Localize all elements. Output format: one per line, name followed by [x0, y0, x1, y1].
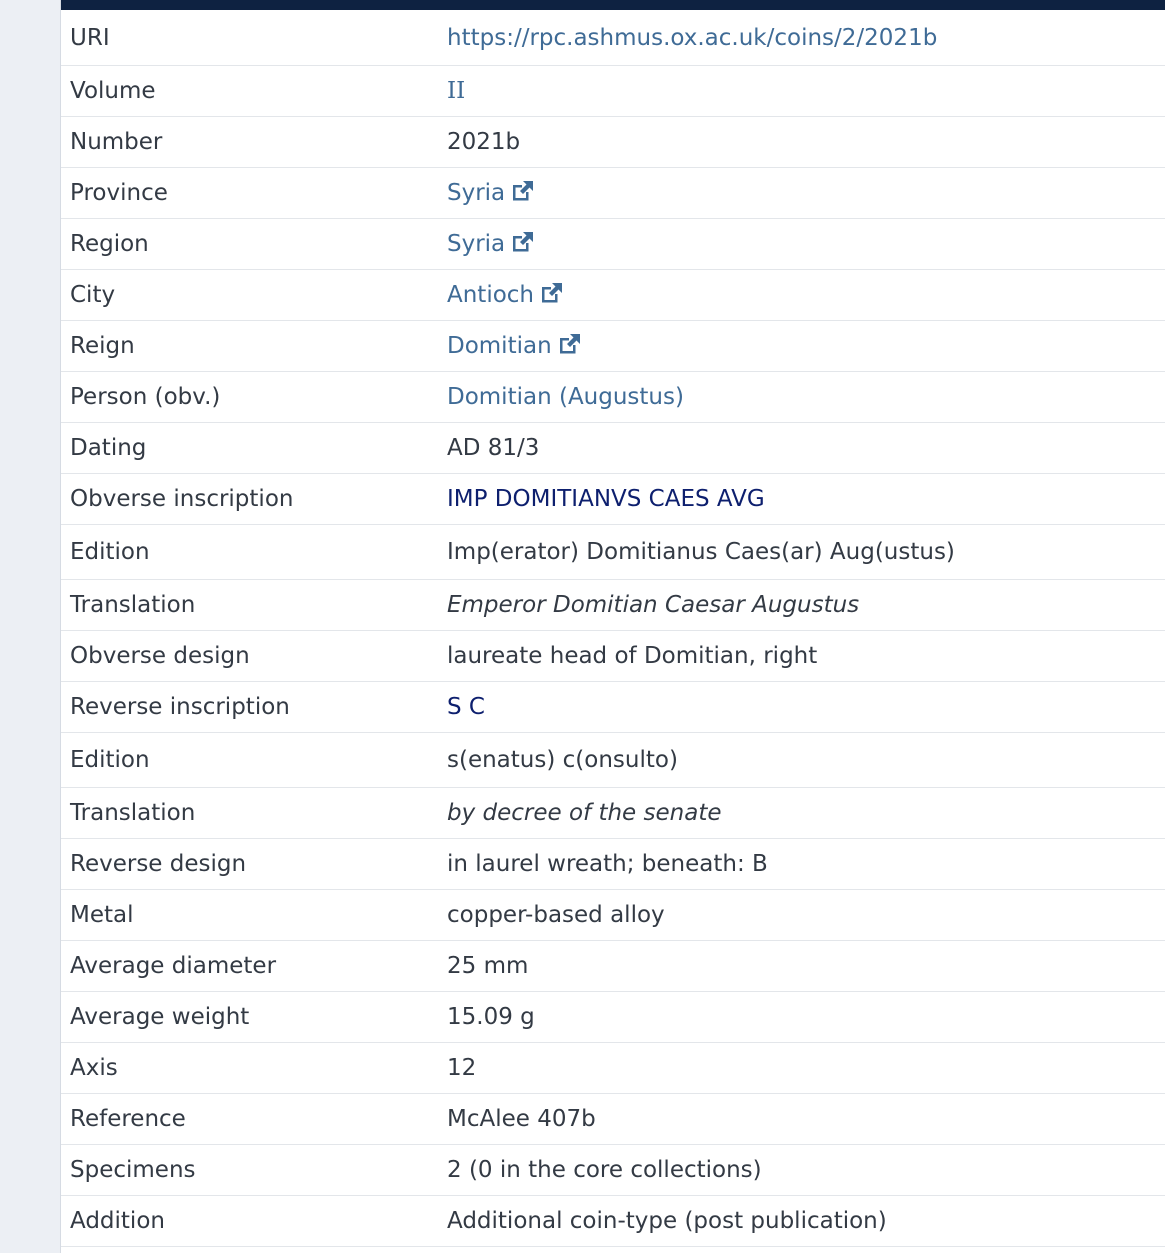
- coin-details-panel: [60, 0, 1165, 1253]
- row-label: Number: [61, 117, 438, 168]
- row-obverse-edition: [61, 525, 1165, 580]
- row-label: Translation: [61, 788, 438, 839]
- coin-details-table: [61, 10, 1165, 1247]
- row-obverse-design: [61, 631, 1165, 682]
- external-link-icon[interactable]: [558, 333, 582, 355]
- volume-link[interactable]: II: [447, 78, 466, 104]
- row-value: [438, 66, 1165, 117]
- external-link-icon[interactable]: [540, 282, 564, 304]
- row-number: [61, 117, 1165, 168]
- row-value: s(enatus) c(onsulto): [438, 733, 1165, 788]
- reverse-legend: S C: [447, 694, 485, 720]
- row-label: Person (obv.): [61, 372, 438, 423]
- row-value: 2 (0 in the core collections): [438, 1145, 1165, 1196]
- row-label: Average diameter: [61, 941, 438, 992]
- row-value: 2021b: [438, 117, 1165, 168]
- row-label: Addition: [61, 1196, 438, 1247]
- row-label: Edition: [61, 525, 438, 580]
- row-value: [438, 219, 1165, 270]
- row-label: Province: [61, 168, 438, 219]
- row-value: [438, 270, 1165, 321]
- obverse-legend: IMP DOMITIANVS CAES AVG: [447, 486, 765, 512]
- person-link[interactable]: Domitian (Augustus): [447, 384, 684, 410]
- row-label: Reverse inscription: [61, 682, 438, 733]
- row-label: Obverse design: [61, 631, 438, 682]
- row-value: Imp(erator) Domitianus Caes(ar) Aug(ustus): [438, 525, 1165, 580]
- row-value: [438, 10, 1165, 66]
- row-value: Emperor Domitian Caesar Augustus: [438, 580, 1165, 631]
- row-addition: [61, 1196, 1165, 1247]
- row-label: Obverse inscription: [61, 474, 438, 525]
- row-reverse-edition: [61, 733, 1165, 788]
- reign-link[interactable]: Domitian: [447, 333, 552, 359]
- row-obverse-inscription: [61, 474, 1165, 525]
- region-link[interactable]: Syria: [447, 231, 506, 257]
- row-city: [61, 270, 1165, 321]
- row-axis: [61, 1043, 1165, 1094]
- external-link-icon[interactable]: [511, 231, 535, 253]
- row-value: 15.09 g: [438, 992, 1165, 1043]
- row-label: Average weight: [61, 992, 438, 1043]
- row-value: McAlee 407b: [438, 1094, 1165, 1145]
- row-label: URI: [61, 10, 438, 66]
- row-uri: [61, 10, 1165, 66]
- row-label: Reference: [61, 1094, 438, 1145]
- row-value: 25 mm: [438, 941, 1165, 992]
- row-reverse-design: [61, 839, 1165, 890]
- row-average-diameter: [61, 941, 1165, 992]
- row-obverse-translation: [61, 580, 1165, 631]
- row-label: Volume: [61, 66, 438, 117]
- row-value: laureate head of Domitian, right: [438, 631, 1165, 682]
- row-volume: [61, 66, 1165, 117]
- row-reign: [61, 321, 1165, 372]
- row-label: Translation: [61, 580, 438, 631]
- row-value: [438, 682, 1165, 733]
- row-label: Reverse design: [61, 839, 438, 890]
- row-province: [61, 168, 1165, 219]
- city-link[interactable]: Antioch: [447, 282, 535, 308]
- row-value: 12: [438, 1043, 1165, 1094]
- row-reverse-translation: [61, 788, 1165, 839]
- row-label: City: [61, 270, 438, 321]
- row-value: [438, 474, 1165, 525]
- row-value: copper-based alloy: [438, 890, 1165, 941]
- row-value: AD 81/3: [438, 423, 1165, 474]
- row-label: Metal: [61, 890, 438, 941]
- row-label: Edition: [61, 733, 438, 788]
- row-value: in laurel wreath; beneath: B: [438, 839, 1165, 890]
- left-gutter: [0, 0, 60, 1253]
- row-label: Dating: [61, 423, 438, 474]
- row-value: by decree of the senate: [438, 788, 1165, 839]
- row-metal: [61, 890, 1165, 941]
- province-link[interactable]: Syria: [447, 180, 506, 206]
- row-label: Axis: [61, 1043, 438, 1094]
- row-label: Reign: [61, 321, 438, 372]
- row-average-weight: [61, 992, 1165, 1043]
- row-region: [61, 219, 1165, 270]
- row-value: [438, 321, 1165, 372]
- row-dating: [61, 423, 1165, 474]
- row-label: Region: [61, 219, 438, 270]
- row-person-obv: [61, 372, 1165, 423]
- row-specimens: [61, 1145, 1165, 1196]
- row-label: Specimens: [61, 1145, 438, 1196]
- header-bar: [61, 0, 1165, 10]
- row-reference: [61, 1094, 1165, 1145]
- external-link-icon[interactable]: [511, 180, 535, 202]
- row-value: [438, 372, 1165, 423]
- row-value: [438, 168, 1165, 219]
- row-value: Additional coin-type (post publication): [438, 1196, 1165, 1247]
- uri-link[interactable]: https://rpc.ashmus.ox.ac.uk/coins/2/2021b: [447, 24, 938, 51]
- row-reverse-inscription: [61, 682, 1165, 733]
